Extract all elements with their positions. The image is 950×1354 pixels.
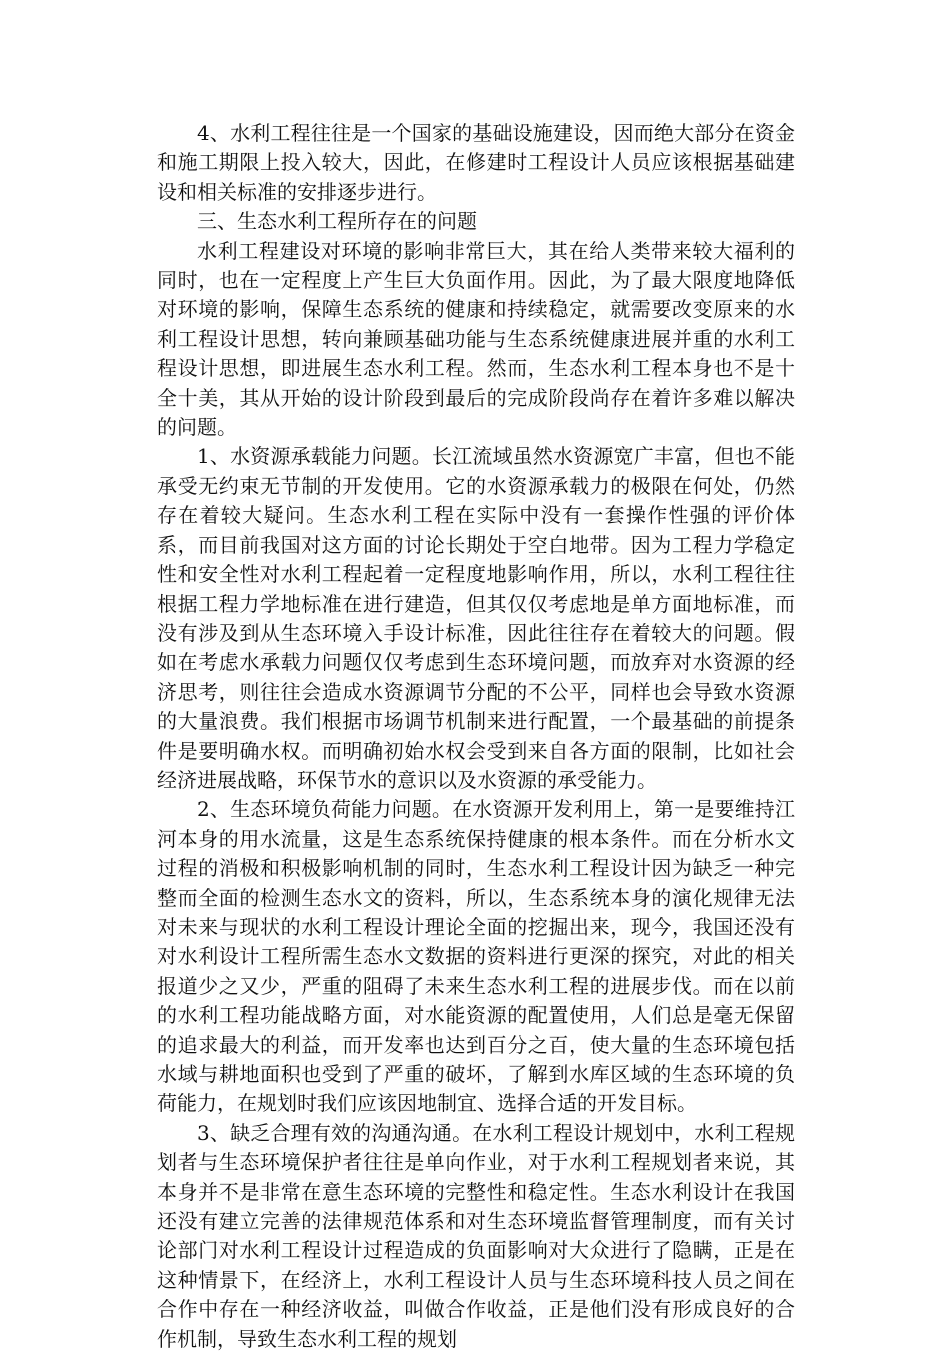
- document-body: [157, 119, 795, 1354]
- paragraph-communication: 3、缺乏合理有效的沟通沟通。在水利工程设计规划中，水利工程规划者与生态环境保护者往往是单向作业，对于水利工程规划者来说，其本身并不是非常在意生态环境的完整性和稳定性。生态水利设计在我国还没有建立完善的法律规范体系和对生态环境监督管理制度，而有关讨论部门对水利工程设计过程造成的负面影响对大众进行了隐瞒，正是在这种情景下，在经济上，水利工程设计人员与生态环境科技人员之间在合作中存在一种经济收益，叫做合作收益，正是他们没有形成良好的合作机制，导致生态水利工程的规划: [157, 1120, 795, 1351]
- section-heading-problems: 三、生态水利工程所存在的问题: [197, 209, 477, 234]
- paragraph-intro: 水利工程建设对环境的影响非常巨大，其在给人类带来较大福利的同时，也在一定程度上产生巨大负面作用。因此，为了最大限度地降低对环境的影响，保障生态系统的健康和持续稳定，就需要改变原来的水利工程设计思想，转向兼顾基础功能与生态系统健康进展并重的水利工程设计思想，即进展生态水利工程。然而，生态水利工程本身也不是十全十美，其从开始的设计阶段到最后的完成阶段尚存在着许多难以解决的问题。: [157, 238, 795, 440]
- paragraph-water-capacity: 1、水资源承载能力问题。长江流域虽然水资源宽广丰富，但也不能承受无约束无节制的开发使用。它的水资源承载力的极限在何处，仍然存在着较大疑问。生态水利工程在实际中没有一套操作性强的评价体系，而目前我国对这方面的讨论长期处于空白地带。因为工程力学稳定性和安全性对水利工程起着一定程度地影响作用，所以，水利工程往往根据工程力学地标准在进行建造，但其仅仅考虑地是单方面地标准，而没有涉及到从生态环境入手设计标准，因此往往存在着较大的问题。假如在考虑水承载力问题仅仅考虑到生态环境问题，而放弃对水资源的经济思考，则往往会造成水资源调节分配的不公平，同样也会导致水资源的大量浪费。我们根据市场调节机制来进行配置，一个最基础的前提条件是要明确水权。而明确初始水权会受到来自各方面的限制，比如社会经济进展战略，环保节水的意识以及水资源的承受能力。: [157, 444, 795, 792]
- paragraph-eco-load: 2、生态环境负荷能力问题。在水资源开发利用上，第一是要维持江河本身的用水流量，这是生态系统保持健康的根本条件。而在分析水文过程的消极和积极影响机制的同时，生态水利工程设计因为缺乏一种完整而全面的检测生态水文的资料，所以，生态系统本身的演化规律无法对未来与现状的水利工程设计理论全面的挖掘出来，现今，我国还没有对水利设计工程所需生态水文数据的资料进行更深的探究，对此的相关报道少之又少，严重的阻碍了未来生态水利工程的进展步伐。而在以前的水利工程功能战略方面，对水能资源的配置使用，人们总是毫无保留的追求最大的利益，而开发率也达到百分之百，使大量的生态环境包括水域与耕地面积也受到了严重的破坏，了解到水库区域的生态环境的负荷能力，在规划时我们应该因地制宜、选择合适的开发目标。: [157, 797, 795, 1116]
- paragraph-item-4: 4、水利工程往往是一个国家的基础设施建设，因而绝大部分在资金和施工期限上投入较大，因此，在修建时工程设计人员应该根据基础建设和相关标准的安排逐步进行。: [157, 121, 795, 204]
